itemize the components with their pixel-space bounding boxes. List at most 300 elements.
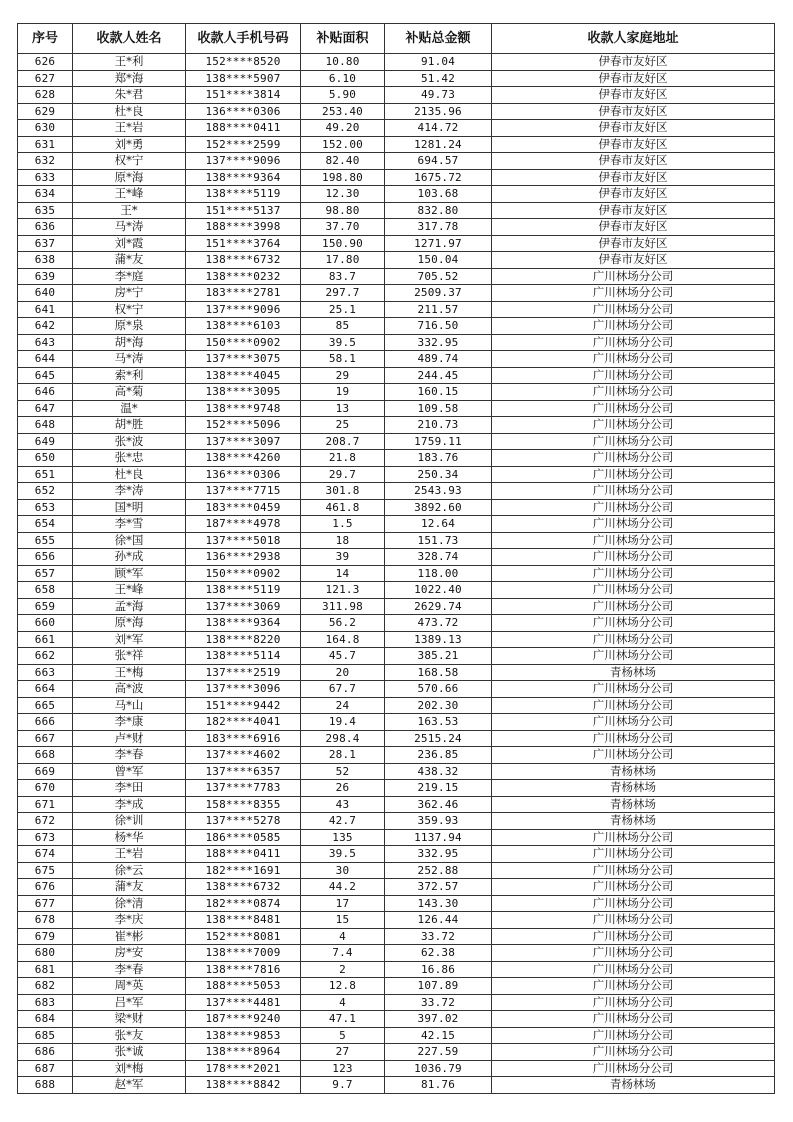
header-area: 补贴面积 bbox=[301, 24, 385, 54]
cell-amount: 2515.24 bbox=[385, 730, 492, 747]
cell-phone: 137****9096 bbox=[186, 301, 301, 318]
cell-phone: 137****3097 bbox=[186, 433, 301, 450]
cell-phone: 138****4045 bbox=[186, 367, 301, 384]
cell-address: 伊春市友好区 bbox=[492, 252, 775, 269]
cell-amount: 227.59 bbox=[385, 1044, 492, 1061]
cell-address: 广川林场分公司 bbox=[492, 615, 775, 632]
cell-payee-name: 李*康 bbox=[73, 714, 186, 731]
cell-address: 广川林场分公司 bbox=[492, 598, 775, 615]
cell-amount: 694.57 bbox=[385, 153, 492, 170]
cell-area: 20 bbox=[301, 664, 385, 681]
cell-phone: 136****0306 bbox=[186, 466, 301, 483]
cell-index: 626 bbox=[18, 54, 73, 71]
cell-payee-name: 孙*成 bbox=[73, 549, 186, 566]
cell-address: 伊春市友好区 bbox=[492, 54, 775, 71]
cell-area: 42.7 bbox=[301, 813, 385, 830]
cell-index: 642 bbox=[18, 318, 73, 335]
cell-index: 675 bbox=[18, 862, 73, 879]
cell-address: 广川林场分公司 bbox=[492, 862, 775, 879]
cell-payee-name: 胡*胜 bbox=[73, 417, 186, 434]
table-row bbox=[18, 1011, 775, 1028]
subsidy-table-page bbox=[17, 23, 775, 1094]
cell-payee-name: 王*岩 bbox=[73, 846, 186, 863]
cell-address: 广川林场分公司 bbox=[492, 648, 775, 665]
cell-index: 667 bbox=[18, 730, 73, 747]
cell-phone: 152****2599 bbox=[186, 136, 301, 153]
cell-phone: 138****5114 bbox=[186, 648, 301, 665]
cell-index: 640 bbox=[18, 285, 73, 302]
cell-index: 657 bbox=[18, 565, 73, 582]
cell-amount: 163.53 bbox=[385, 714, 492, 731]
cell-area: 29.7 bbox=[301, 466, 385, 483]
cell-payee-name: 曾*军 bbox=[73, 763, 186, 780]
cell-address: 广川林场分公司 bbox=[492, 483, 775, 500]
cell-phone: 137****5278 bbox=[186, 813, 301, 830]
cell-phone: 137****7783 bbox=[186, 780, 301, 797]
cell-amount: 62.38 bbox=[385, 945, 492, 962]
cell-payee-name: 蒲*友 bbox=[73, 879, 186, 896]
table-row bbox=[18, 318, 775, 335]
cell-payee-name: 徐*清 bbox=[73, 895, 186, 912]
cell-address: 伊春市友好区 bbox=[492, 202, 775, 219]
cell-area: 297.7 bbox=[301, 285, 385, 302]
table-row bbox=[18, 268, 775, 285]
table-row bbox=[18, 87, 775, 104]
cell-payee-name: 李*涛 bbox=[73, 483, 186, 500]
cell-index: 678 bbox=[18, 912, 73, 929]
cell-phone: 138****9364 bbox=[186, 615, 301, 632]
cell-index: 638 bbox=[18, 252, 73, 269]
cell-index: 660 bbox=[18, 615, 73, 632]
cell-index: 687 bbox=[18, 1060, 73, 1077]
cell-amount: 473.72 bbox=[385, 615, 492, 632]
table-row bbox=[18, 334, 775, 351]
cell-area: 56.2 bbox=[301, 615, 385, 632]
cell-amount: 2543.93 bbox=[385, 483, 492, 500]
table-row bbox=[18, 351, 775, 368]
cell-area: 2 bbox=[301, 961, 385, 978]
cell-address: 广川林场分公司 bbox=[492, 994, 775, 1011]
cell-area: 39 bbox=[301, 549, 385, 566]
cell-index: 631 bbox=[18, 136, 73, 153]
table-row bbox=[18, 433, 775, 450]
cell-index: 651 bbox=[18, 466, 73, 483]
cell-address: 伊春市友好区 bbox=[492, 186, 775, 203]
cell-index: 672 bbox=[18, 813, 73, 830]
cell-payee-name: 刘*军 bbox=[73, 631, 186, 648]
table-row bbox=[18, 813, 775, 830]
cell-payee-name: 胡*海 bbox=[73, 334, 186, 351]
cell-payee-name: 张*友 bbox=[73, 1027, 186, 1044]
table-row bbox=[18, 153, 775, 170]
cell-area: 208.7 bbox=[301, 433, 385, 450]
cell-address: 广川林场分公司 bbox=[492, 1027, 775, 1044]
cell-phone: 138****3095 bbox=[186, 384, 301, 401]
table-row bbox=[18, 664, 775, 681]
cell-payee-name: 梁*财 bbox=[73, 1011, 186, 1028]
cell-payee-name: 索*利 bbox=[73, 367, 186, 384]
cell-area: 98.80 bbox=[301, 202, 385, 219]
cell-index: 665 bbox=[18, 697, 73, 714]
cell-amount: 1036.79 bbox=[385, 1060, 492, 1077]
cell-address: 广川林场分公司 bbox=[492, 978, 775, 995]
cell-amount: 109.58 bbox=[385, 400, 492, 417]
cell-index: 646 bbox=[18, 384, 73, 401]
cell-area: 27 bbox=[301, 1044, 385, 1061]
cell-payee-name: 李*雪 bbox=[73, 516, 186, 533]
cell-index: 652 bbox=[18, 483, 73, 500]
cell-address: 广川林场分公司 bbox=[492, 565, 775, 582]
cell-phone: 182****1691 bbox=[186, 862, 301, 879]
table-row bbox=[18, 1077, 775, 1094]
cell-payee-name: 刘*梅 bbox=[73, 1060, 186, 1077]
cell-phone: 138****6103 bbox=[186, 318, 301, 335]
cell-phone: 138****6732 bbox=[186, 252, 301, 269]
cell-payee-name: 杜*良 bbox=[73, 103, 186, 120]
table-row bbox=[18, 846, 775, 863]
cell-amount: 1022.40 bbox=[385, 582, 492, 599]
cell-amount: 168.58 bbox=[385, 664, 492, 681]
cell-index: 680 bbox=[18, 945, 73, 962]
table-row bbox=[18, 70, 775, 87]
cell-payee-name: 温* bbox=[73, 400, 186, 417]
cell-address: 青杨林场 bbox=[492, 763, 775, 780]
cell-amount: 317.78 bbox=[385, 219, 492, 236]
cell-amount: 1675.72 bbox=[385, 169, 492, 186]
table-row bbox=[18, 565, 775, 582]
cell-payee-name: 马*涛 bbox=[73, 219, 186, 236]
cell-area: 37.70 bbox=[301, 219, 385, 236]
cell-amount: 3892.60 bbox=[385, 499, 492, 516]
cell-payee-name: 王*梅 bbox=[73, 664, 186, 681]
cell-payee-name: 王*岩 bbox=[73, 120, 186, 137]
cell-area: 164.8 bbox=[301, 631, 385, 648]
cell-address: 广川林场分公司 bbox=[492, 928, 775, 945]
cell-address: 广川林场分公司 bbox=[492, 895, 775, 912]
header-row bbox=[18, 24, 775, 54]
cell-amount: 438.32 bbox=[385, 763, 492, 780]
cell-amount: 385.21 bbox=[385, 648, 492, 665]
cell-phone: 151****3814 bbox=[186, 87, 301, 104]
cell-amount: 489.74 bbox=[385, 351, 492, 368]
cell-phone: 137****3075 bbox=[186, 351, 301, 368]
cell-area: 83.7 bbox=[301, 268, 385, 285]
cell-phone: 138****9748 bbox=[186, 400, 301, 417]
cell-phone: 182****0874 bbox=[186, 895, 301, 912]
cell-amount: 250.34 bbox=[385, 466, 492, 483]
cell-address: 广川林场分公司 bbox=[492, 961, 775, 978]
cell-phone: 158****8355 bbox=[186, 796, 301, 813]
cell-phone: 137****4481 bbox=[186, 994, 301, 1011]
cell-amount: 49.73 bbox=[385, 87, 492, 104]
cell-area: 15 bbox=[301, 912, 385, 929]
cell-amount: 244.45 bbox=[385, 367, 492, 384]
cell-payee-name: 高*菊 bbox=[73, 384, 186, 401]
header-phone: 收款人手机号码 bbox=[186, 24, 301, 54]
cell-index: 637 bbox=[18, 235, 73, 252]
cell-address: 广川林场分公司 bbox=[492, 697, 775, 714]
cell-phone: 138****9364 bbox=[186, 169, 301, 186]
cell-phone: 188****0411 bbox=[186, 120, 301, 137]
cell-amount: 1281.24 bbox=[385, 136, 492, 153]
cell-payee-name: 周*英 bbox=[73, 978, 186, 995]
cell-area: 45.7 bbox=[301, 648, 385, 665]
cell-address: 广川林场分公司 bbox=[492, 351, 775, 368]
cell-amount: 42.15 bbox=[385, 1027, 492, 1044]
cell-payee-name: 刘*勇 bbox=[73, 136, 186, 153]
cell-address: 青杨林场 bbox=[492, 780, 775, 797]
cell-amount: 202.30 bbox=[385, 697, 492, 714]
cell-payee-name: 朱*君 bbox=[73, 87, 186, 104]
cell-address: 广川林场分公司 bbox=[492, 400, 775, 417]
cell-address: 广川林场分公司 bbox=[492, 1060, 775, 1077]
cell-address: 广川林场分公司 bbox=[492, 450, 775, 467]
table-row bbox=[18, 54, 775, 71]
cell-payee-name: 权*宁 bbox=[73, 301, 186, 318]
cell-phone: 182****4041 bbox=[186, 714, 301, 731]
cell-payee-name: 杨*华 bbox=[73, 829, 186, 846]
header-index: 序号 bbox=[18, 24, 73, 54]
cell-address: 广川林场分公司 bbox=[492, 879, 775, 896]
cell-area: 17 bbox=[301, 895, 385, 912]
cell-amount: 252.88 bbox=[385, 862, 492, 879]
cell-amount: 183.76 bbox=[385, 450, 492, 467]
cell-amount: 2629.74 bbox=[385, 598, 492, 615]
cell-payee-name: 马*涛 bbox=[73, 351, 186, 368]
cell-index: 683 bbox=[18, 994, 73, 1011]
cell-address: 广川林场分公司 bbox=[492, 714, 775, 731]
cell-amount: 1137.94 bbox=[385, 829, 492, 846]
table-row bbox=[18, 961, 775, 978]
cell-amount: 16.86 bbox=[385, 961, 492, 978]
cell-payee-name: 马*山 bbox=[73, 697, 186, 714]
cell-payee-name: 崔*彬 bbox=[73, 928, 186, 945]
cell-address: 广川林场分公司 bbox=[492, 466, 775, 483]
cell-phone: 187****9240 bbox=[186, 1011, 301, 1028]
cell-area: 67.7 bbox=[301, 681, 385, 698]
cell-phone: 138****6732 bbox=[186, 879, 301, 896]
table-row bbox=[18, 499, 775, 516]
cell-index: 627 bbox=[18, 70, 73, 87]
cell-area: 461.8 bbox=[301, 499, 385, 516]
cell-amount: 2509.37 bbox=[385, 285, 492, 302]
cell-payee-name: 徐*训 bbox=[73, 813, 186, 830]
cell-address: 广川林场分公司 bbox=[492, 417, 775, 434]
cell-area: 39.5 bbox=[301, 334, 385, 351]
cell-area: 12.30 bbox=[301, 186, 385, 203]
cell-phone: 137****3096 bbox=[186, 681, 301, 698]
cell-index: 688 bbox=[18, 1077, 73, 1094]
table-row bbox=[18, 202, 775, 219]
table-row bbox=[18, 417, 775, 434]
table-row bbox=[18, 549, 775, 566]
cell-area: 58.1 bbox=[301, 351, 385, 368]
cell-address: 伊春市友好区 bbox=[492, 103, 775, 120]
cell-payee-name: 国*明 bbox=[73, 499, 186, 516]
cell-area: 198.80 bbox=[301, 169, 385, 186]
table-row bbox=[18, 1060, 775, 1077]
cell-area: 17.80 bbox=[301, 252, 385, 269]
cell-payee-name: 李*成 bbox=[73, 796, 186, 813]
cell-payee-name: 王* bbox=[73, 202, 186, 219]
cell-amount: 236.85 bbox=[385, 747, 492, 764]
cell-area: 21.8 bbox=[301, 450, 385, 467]
cell-amount: 151.73 bbox=[385, 532, 492, 549]
cell-index: 676 bbox=[18, 879, 73, 896]
cell-phone: 138****5119 bbox=[186, 582, 301, 599]
cell-phone: 188****3998 bbox=[186, 219, 301, 236]
cell-area: 39.5 bbox=[301, 846, 385, 863]
cell-amount: 103.68 bbox=[385, 186, 492, 203]
cell-address: 青杨林场 bbox=[492, 664, 775, 681]
cell-payee-name: 李*庆 bbox=[73, 912, 186, 929]
cell-address: 广川林场分公司 bbox=[492, 945, 775, 962]
cell-index: 681 bbox=[18, 961, 73, 978]
cell-address: 广川林场分公司 bbox=[492, 549, 775, 566]
cell-address: 青杨林场 bbox=[492, 1077, 775, 1094]
cell-address: 广川林场分公司 bbox=[492, 301, 775, 318]
cell-area: 10.80 bbox=[301, 54, 385, 71]
cell-index: 645 bbox=[18, 367, 73, 384]
cell-area: 28.1 bbox=[301, 747, 385, 764]
cell-payee-name: 房*安 bbox=[73, 945, 186, 962]
cell-address: 伊春市友好区 bbox=[492, 153, 775, 170]
subsidy-table bbox=[17, 23, 775, 1094]
cell-payee-name: 赵*军 bbox=[73, 1077, 186, 1094]
table-row bbox=[18, 186, 775, 203]
cell-phone: 138****5119 bbox=[186, 186, 301, 203]
cell-index: 663 bbox=[18, 664, 73, 681]
table-row bbox=[18, 681, 775, 698]
cell-phone: 138****8220 bbox=[186, 631, 301, 648]
cell-index: 674 bbox=[18, 846, 73, 863]
table-body bbox=[18, 54, 775, 1094]
table-row bbox=[18, 1044, 775, 1061]
cell-index: 668 bbox=[18, 747, 73, 764]
cell-index: 684 bbox=[18, 1011, 73, 1028]
cell-phone: 178****2021 bbox=[186, 1060, 301, 1077]
cell-index: 659 bbox=[18, 598, 73, 615]
table-row bbox=[18, 615, 775, 632]
cell-index: 633 bbox=[18, 169, 73, 186]
cell-index: 654 bbox=[18, 516, 73, 533]
table-row bbox=[18, 532, 775, 549]
cell-amount: 219.15 bbox=[385, 780, 492, 797]
cell-amount: 107.89 bbox=[385, 978, 492, 995]
cell-phone: 188****0411 bbox=[186, 846, 301, 863]
cell-amount: 150.04 bbox=[385, 252, 492, 269]
cell-address: 伊春市友好区 bbox=[492, 70, 775, 87]
cell-area: 121.3 bbox=[301, 582, 385, 599]
cell-address: 伊春市友好区 bbox=[492, 120, 775, 137]
cell-amount: 372.57 bbox=[385, 879, 492, 896]
table-row bbox=[18, 796, 775, 813]
cell-address: 广川林场分公司 bbox=[492, 367, 775, 384]
table-row bbox=[18, 895, 775, 912]
table-row bbox=[18, 994, 775, 1011]
cell-amount: 332.95 bbox=[385, 334, 492, 351]
cell-address: 伊春市友好区 bbox=[492, 169, 775, 186]
table-row bbox=[18, 780, 775, 797]
cell-phone: 138****8481 bbox=[186, 912, 301, 929]
cell-phone: 152****8081 bbox=[186, 928, 301, 945]
cell-area: 18 bbox=[301, 532, 385, 549]
cell-address: 伊春市友好区 bbox=[492, 87, 775, 104]
table-row bbox=[18, 235, 775, 252]
cell-area: 85 bbox=[301, 318, 385, 335]
cell-payee-name: 房*宁 bbox=[73, 285, 186, 302]
table-row bbox=[18, 730, 775, 747]
cell-payee-name: 张*忠 bbox=[73, 450, 186, 467]
cell-payee-name: 李*春 bbox=[73, 961, 186, 978]
cell-area: 1.5 bbox=[301, 516, 385, 533]
cell-payee-name: 原*泉 bbox=[73, 318, 186, 335]
cell-phone: 138****7816 bbox=[186, 961, 301, 978]
cell-amount: 143.30 bbox=[385, 895, 492, 912]
table-row bbox=[18, 714, 775, 731]
cell-amount: 51.42 bbox=[385, 70, 492, 87]
cell-phone: 138****5907 bbox=[186, 70, 301, 87]
cell-address: 广川林场分公司 bbox=[492, 846, 775, 863]
cell-amount: 328.74 bbox=[385, 549, 492, 566]
cell-area: 19.4 bbox=[301, 714, 385, 731]
cell-payee-name: 王*峰 bbox=[73, 582, 186, 599]
cell-index: 662 bbox=[18, 648, 73, 665]
cell-amount: 570.66 bbox=[385, 681, 492, 698]
cell-phone: 138****7009 bbox=[186, 945, 301, 962]
cell-address: 青杨林场 bbox=[492, 796, 775, 813]
cell-address: 广川林场分公司 bbox=[492, 631, 775, 648]
cell-phone: 137****7715 bbox=[186, 483, 301, 500]
cell-amount: 12.64 bbox=[385, 516, 492, 533]
cell-phone: 137****4602 bbox=[186, 747, 301, 764]
cell-index: 669 bbox=[18, 763, 73, 780]
cell-phone: 136****2938 bbox=[186, 549, 301, 566]
cell-address: 广川林场分公司 bbox=[492, 912, 775, 929]
cell-index: 647 bbox=[18, 400, 73, 417]
cell-area: 152.00 bbox=[301, 136, 385, 153]
cell-payee-name: 徐*云 bbox=[73, 862, 186, 879]
cell-phone: 137****5018 bbox=[186, 532, 301, 549]
cell-area: 9.7 bbox=[301, 1077, 385, 1094]
cell-payee-name: 孟*海 bbox=[73, 598, 186, 615]
cell-index: 685 bbox=[18, 1027, 73, 1044]
cell-address: 广川林场分公司 bbox=[492, 829, 775, 846]
cell-payee-name: 张*波 bbox=[73, 433, 186, 450]
cell-amount: 332.95 bbox=[385, 846, 492, 863]
table-row bbox=[18, 285, 775, 302]
table-row bbox=[18, 516, 775, 533]
cell-address: 广川林场分公司 bbox=[492, 285, 775, 302]
cell-index: 630 bbox=[18, 120, 73, 137]
cell-index: 682 bbox=[18, 978, 73, 995]
cell-index: 634 bbox=[18, 186, 73, 203]
table-row bbox=[18, 945, 775, 962]
cell-payee-name: 徐*国 bbox=[73, 532, 186, 549]
cell-phone: 138****4260 bbox=[186, 450, 301, 467]
table-row bbox=[18, 928, 775, 945]
cell-phone: 152****8520 bbox=[186, 54, 301, 71]
cell-payee-name: 李*田 bbox=[73, 780, 186, 797]
cell-address: 广川林场分公司 bbox=[492, 433, 775, 450]
cell-address: 广川林场分公司 bbox=[492, 499, 775, 516]
cell-phone: 137****6357 bbox=[186, 763, 301, 780]
cell-payee-name: 高*波 bbox=[73, 681, 186, 698]
cell-address: 广川林场分公司 bbox=[492, 516, 775, 533]
cell-index: 648 bbox=[18, 417, 73, 434]
cell-area: 6.10 bbox=[301, 70, 385, 87]
cell-amount: 397.02 bbox=[385, 1011, 492, 1028]
